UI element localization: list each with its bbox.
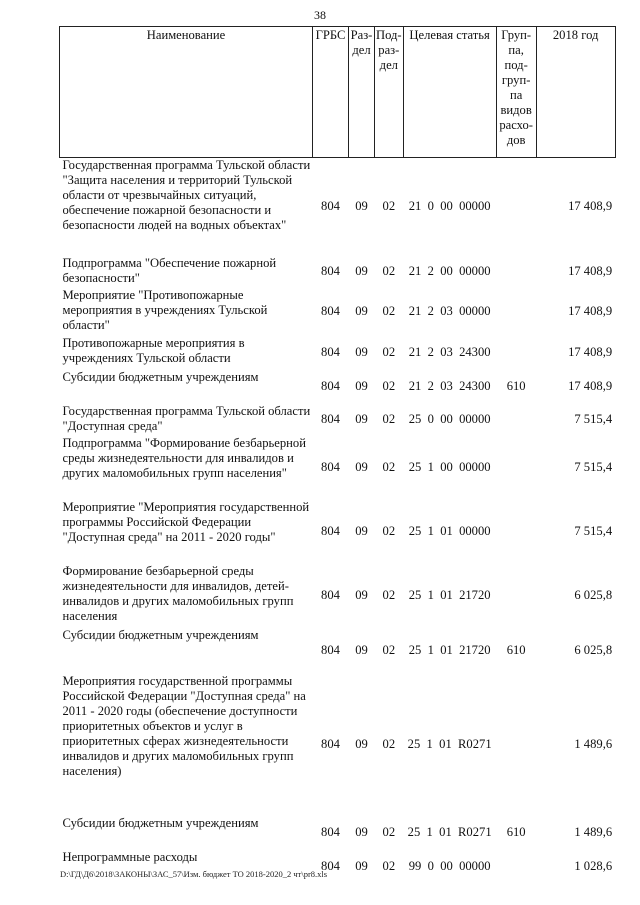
table-row: [60, 628, 616, 674]
row-amount: 1 489,6: [574, 825, 613, 839]
row-grbs: 804: [321, 379, 340, 393]
row-group: [496, 336, 536, 370]
row-razdel: 09: [355, 737, 368, 751]
row-grbs: 804: [321, 412, 340, 426]
row-podrazdel: 02: [382, 379, 396, 393]
row-group: [496, 674, 536, 816]
row-name: Мероприятие "Мероприятия государственной программы Российской Федерации "Доступная среда" на 2011 - 2020 годы": [62, 499, 310, 544]
file-path-footer: D:\ГД\Д6\2018\ЗАКОНЫ\ЗАС_57\Изм. бюджет ТО 2018-2020_2 чт\pr8.xls: [60, 869, 328, 879]
row-razdel: 09: [355, 643, 368, 657]
row-group: [496, 404, 536, 436]
row-group: [496, 288, 536, 336]
table-row: [60, 288, 616, 336]
row-name: Субсидии бюджетным учреждениям: [62, 815, 259, 830]
row-target-code: 99 0 00 00000: [408, 859, 491, 873]
row-razdel: 09: [355, 859, 368, 873]
row-target: [403, 336, 496, 370]
row-razdel: 09: [355, 264, 368, 278]
table-row: [60, 436, 616, 500]
row-amount: 6 025,8: [574, 643, 613, 657]
row-target-code: 25 0 00 00000: [408, 412, 491, 426]
row-amount: 7 515,4: [574, 524, 613, 538]
row-podrazdel: 02: [382, 345, 396, 359]
table-row: [60, 404, 616, 436]
table-row: [60, 500, 616, 564]
row-name: Подпрограмма "Формирование безбарьерной среды жизнедеятельности для инвалидов и других маломобильных групп населения": [62, 435, 306, 480]
table-row: [60, 158, 616, 256]
header-year: 2018 год: [536, 27, 615, 158]
header-grbs: ГРБС: [313, 27, 349, 158]
row-amount: 17 408,9: [568, 199, 613, 214]
row-target: [403, 370, 496, 404]
row-grbs: 804: [321, 304, 340, 318]
row-target-code: 25 1 01 R0271: [407, 737, 492, 751]
row-podrazdel: 02: [382, 412, 396, 426]
row-group: [496, 850, 536, 884]
row-group: [496, 158, 536, 256]
row-target-code: 21 2 03 00000: [408, 304, 491, 318]
row-podrazdel: 02: [382, 524, 396, 538]
row-target: [403, 158, 496, 256]
row-podrazdel: 02: [382, 737, 396, 751]
row-grbs: 804: [321, 524, 340, 538]
row-razdel: 09: [355, 825, 368, 839]
row-amount: 17 408,9: [568, 264, 613, 278]
row-razdel: 09: [355, 304, 368, 318]
table-row: [60, 674, 616, 816]
row-group: [496, 436, 536, 500]
row-target-code: 25 1 00 00000: [408, 460, 491, 474]
row-razdel: 09: [355, 199, 368, 214]
table-row: [60, 370, 616, 404]
row-name: Противопожарные мероприятия в учреждениях Тульской области: [62, 335, 245, 365]
row-group: 610: [506, 379, 526, 393]
row-name: Мероприятия государственной программы Российской Федерации "Доступная среда" на 2011 - 2020 годы (обеспечение доступности приоритетных объектов и услуг в приоритетных сферах жизнедеятельности инвалидов и других маломобильных групп населения): [62, 673, 306, 778]
row-group: 610: [506, 825, 526, 839]
row-razdel: 09: [355, 460, 368, 474]
row-amount: 7 515,4: [574, 412, 613, 426]
row-amount: 17 408,9: [568, 345, 613, 359]
row-grbs: 804: [321, 859, 340, 873]
row-podrazdel: 02: [382, 460, 396, 474]
row-podrazdel: 02: [382, 588, 396, 602]
row-podrazdel: 02: [382, 643, 396, 657]
row-podrazdel: 02: [382, 264, 396, 278]
row-amount: 1 028,6: [574, 859, 613, 873]
row-amount: 17 408,9: [568, 379, 613, 393]
row-amount: 17 408,9: [568, 304, 613, 318]
row-target-code: 25 1 01 00000: [408, 524, 491, 538]
row-target: [403, 816, 496, 850]
row-amount: 1 489,6: [574, 737, 613, 751]
budget-table: [59, 26, 616, 884]
row-target-code: 25 1 01 R0271: [407, 825, 492, 839]
row-grbs: 804: [321, 588, 340, 602]
header-podrazdel: Под- раз- дел: [375, 27, 404, 158]
row-grbs: 804: [321, 345, 340, 359]
header-name: Наименование: [60, 27, 313, 158]
table-header: [60, 27, 616, 158]
row-target: [403, 256, 496, 288]
row-target-code: 21 0 00 00000: [408, 199, 491, 214]
table-row: [60, 336, 616, 370]
row-name: Непрограммные расходы: [62, 849, 198, 864]
row-name: Подпрограмма "Обеспечение пожарной безопасности": [62, 255, 277, 285]
row-target: [403, 564, 496, 628]
row-group: 610: [506, 643, 526, 657]
row-name: Формирование безбарьерной среды жизнедеятельности для инвалидов, детей-инвалидов и других маломобильных групп населения: [62, 563, 294, 623]
row-amount: 6 025,8: [574, 588, 613, 602]
row-target: [403, 500, 496, 564]
row-group: [496, 564, 536, 628]
row-grbs: 804: [321, 199, 340, 214]
table-body: [60, 158, 616, 884]
row-target: [403, 850, 496, 884]
row-grbs: 804: [321, 737, 340, 751]
row-podrazdel: 02: [382, 859, 396, 873]
table-row: [60, 564, 616, 628]
row-group: [496, 500, 536, 564]
row-name: Мероприятие "Противопожарные мероприятия в учреждениях Тульской области": [62, 287, 268, 332]
row-amount: 7 515,4: [574, 460, 613, 474]
row-target-code: 25 1 01 21720: [408, 588, 491, 602]
row-name: Субсидии бюджетным учреждениям: [62, 369, 259, 384]
row-razdel: 09: [355, 379, 368, 393]
row-target: [403, 436, 496, 500]
header-target: Целевая статья: [403, 27, 496, 158]
row-target-code: 21 2 03 24300: [408, 379, 491, 393]
row-podrazdel: 02: [382, 199, 396, 214]
row-target-code: 21 2 03 24300: [408, 345, 491, 359]
row-razdel: 09: [355, 588, 368, 602]
row-target: [403, 674, 496, 816]
page-number: 38: [314, 8, 326, 22]
row-name: Субсидии бюджетным учреждениям: [62, 627, 259, 642]
row-razdel: 09: [355, 412, 368, 426]
row-razdel: 09: [355, 345, 368, 359]
row-podrazdel: 02: [382, 304, 396, 318]
table-row: [60, 256, 616, 288]
row-grbs: 804: [321, 264, 340, 278]
table-row: [60, 816, 616, 850]
row-grbs: 804: [321, 825, 340, 839]
header-razdel: Раз- дел: [349, 27, 375, 158]
row-razdel: 09: [355, 524, 368, 538]
row-target-code: 25 1 01 21720: [408, 643, 491, 657]
row-target-code: 21 2 00 00000: [408, 264, 491, 278]
row-name: Государственная программа Тульской области "Доступная среда": [62, 403, 311, 433]
row-target: [403, 628, 496, 674]
header-group: Груп- па, под- груп- па видов расхо- дов: [496, 27, 536, 158]
row-target: [403, 404, 496, 436]
row-grbs: 804: [321, 460, 340, 474]
row-name: Государственная программа Тульской области "Защита населения и территорий Тульской области от чрезвычайных ситуаций, обеспечение пожарной безопасности и безопасности людей на водных объектах": [62, 158, 311, 232]
row-target: [403, 288, 496, 336]
row-grbs: 804: [321, 643, 340, 657]
row-group: [496, 256, 536, 288]
row-podrazdel: 02: [382, 825, 396, 839]
